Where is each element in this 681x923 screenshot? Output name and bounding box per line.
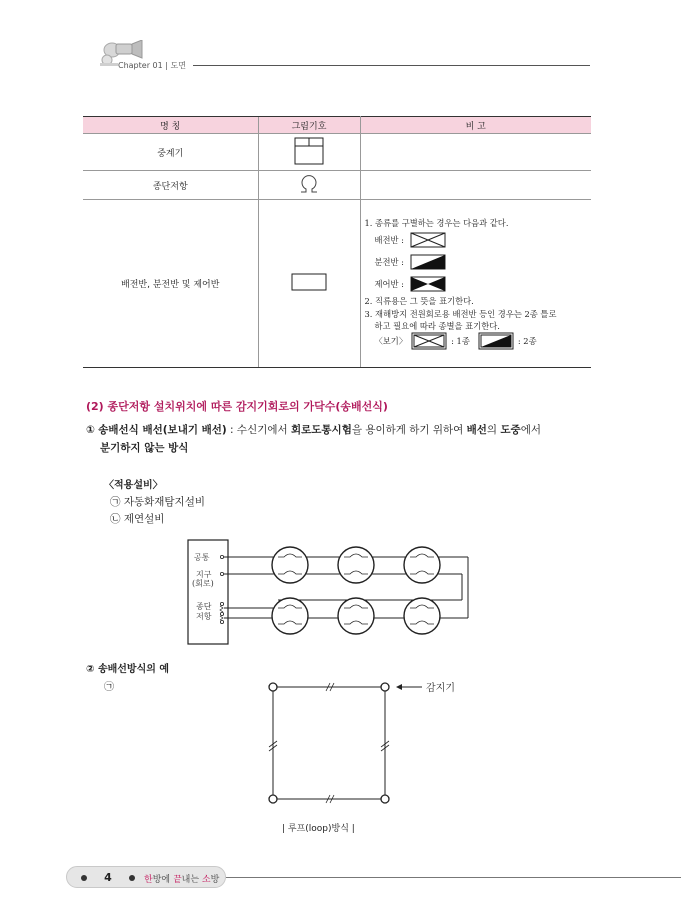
- row-remark: [360, 171, 591, 200]
- detector-2: [338, 547, 374, 583]
- control-board-icon: [410, 276, 446, 292]
- column-header-remarks: 비 고: [360, 117, 591, 134]
- remark-line-2: 2. 직류용은 그 뜻을 표기한다.: [364, 296, 474, 307]
- applicable-list: [110, 494, 205, 528]
- row-name: 중계기: [83, 134, 258, 171]
- row-remarks: [360, 200, 591, 368]
- detector-1: [272, 547, 308, 583]
- remark-line-3b: 하고 필요에 따라 종별을 표기한다.: [374, 320, 500, 331]
- loop-detector-2: [381, 683, 389, 691]
- panel-box-symbol: [258, 200, 360, 368]
- omega-icon: [298, 174, 320, 194]
- type2-frame-icon: [478, 332, 514, 350]
- repeater-icon: [294, 137, 324, 165]
- page-header: [98, 40, 590, 76]
- row-name: 종단저항: [83, 171, 258, 200]
- arrow-left-icon: [396, 684, 402, 690]
- detector-3: [404, 547, 440, 583]
- loop-caption: | 루프(loop)방식 |: [282, 824, 355, 834]
- remark-control-board: 제어반 :: [365, 273, 588, 295]
- loop-diagram: [262, 676, 482, 812]
- distribution-board-icon: [410, 232, 446, 248]
- detector-6: [404, 598, 440, 634]
- remark-branch-board: 분전반 :: [365, 251, 588, 273]
- column-header-symbol: 그림기호: [258, 117, 360, 134]
- list-item: ㉠ 자동화재탐지설비: [110, 496, 205, 508]
- item-2-title: ② 송배선방식의 예: [86, 664, 170, 675]
- brand-text: 한방에 끝내는 소방: [144, 875, 220, 885]
- page-number: 4: [104, 871, 112, 884]
- remark-line-3a: 3. 재해방지 전원회로용 배전반 등인 경우는 2종 틀로: [364, 308, 557, 319]
- repeater-symbol: [258, 134, 360, 171]
- loop-detector-4: [381, 795, 389, 803]
- loop-detector-3: [269, 795, 277, 803]
- chapter-label: Chapter 01 | 도면: [118, 61, 186, 70]
- detector-5: [338, 598, 374, 634]
- page-footer: [66, 866, 681, 890]
- bullet-icon: [81, 875, 87, 881]
- list-item: ㉡ 제연설비: [110, 512, 165, 525]
- applicable-heading: 〈적용설비〉: [104, 480, 163, 491]
- terminal-resistor-symbol: [258, 171, 360, 200]
- header-rule: [193, 65, 590, 66]
- send-wiring-diagram: [186, 538, 486, 648]
- column-header-name: 명 칭: [83, 117, 258, 134]
- detector-label: 감지기: [426, 683, 455, 694]
- label-resistor: 저항: [196, 612, 212, 621]
- label-common: 공통: [194, 553, 210, 562]
- table-row: [83, 200, 591, 368]
- row-name: 배전반, 분전반 및 제어반: [83, 200, 258, 368]
- table-header-row: [83, 117, 591, 134]
- loop-detector-1: [269, 683, 277, 691]
- section-title: (2) 종단저항 설치위치에 따른 감지기회로의 가닥수(송배선식): [86, 400, 388, 413]
- bullet-icon: [129, 875, 135, 881]
- remark-example: 〈보기〉 : 1종 : 2종: [365, 332, 588, 350]
- label-circuit: (회로): [192, 579, 214, 588]
- detector-4: [272, 598, 308, 634]
- branch-board-icon: [410, 254, 446, 270]
- remark-distribution-board: 배전반 :: [365, 229, 588, 251]
- item-1-description: ① 송배선식 배선(보내기 배선) : 수신기에서 회로도통시험을 용이하게 하기 위하여 배선의 도중에서 분기하지 않는 방식: [86, 424, 541, 454]
- footer-rule: [226, 877, 681, 878]
- panel-icon: [291, 273, 327, 291]
- remark-line-1: 1. 종류를 구별하는 경우는 다음과 같다.: [364, 217, 509, 228]
- table-row: [83, 171, 591, 200]
- row-remark: [360, 134, 591, 171]
- item-2-sub: ㉠: [104, 682, 114, 693]
- type1-frame-icon: [411, 332, 447, 350]
- symbol-table: [83, 116, 591, 368]
- page-pill: [66, 866, 226, 888]
- label-zone: 지구: [196, 570, 212, 579]
- label-terminal: 종단: [196, 602, 212, 611]
- table-row: [83, 134, 591, 171]
